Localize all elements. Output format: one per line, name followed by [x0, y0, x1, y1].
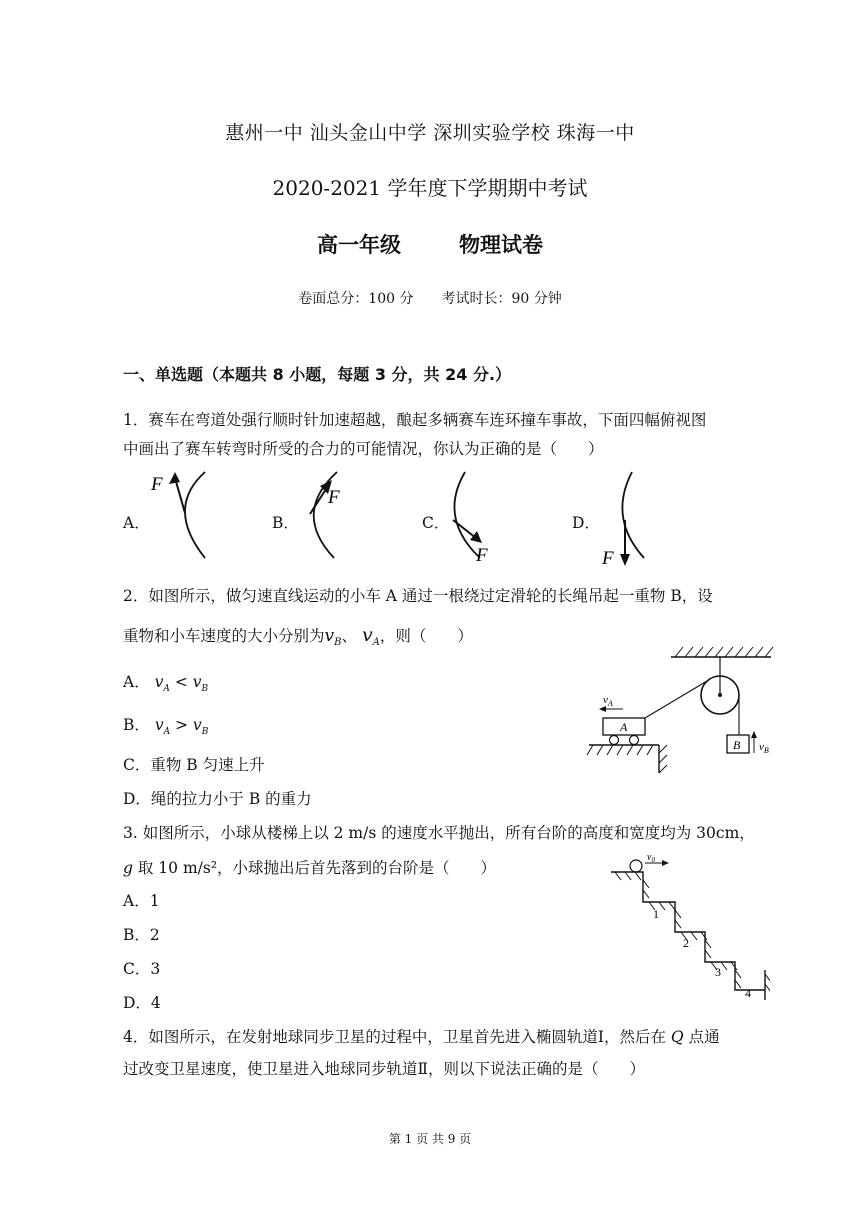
exam-duration: 考试时长：90 分钟 [441, 291, 562, 307]
q2-option-b-rel: > v [170, 716, 202, 734]
q3-line1: 3. 如图所示，小球从楼梯上以 2 m/s 的速度水平抛出，所有台阶的高度和宽度均为 30cm， [123, 824, 755, 842]
exam-year-line: 2020-2021 学年度下学期期中考试 [272, 176, 588, 200]
q2-weight-label: B [733, 738, 741, 752]
q2-option-b-sub1: A [163, 727, 171, 738]
q2-line2-prefix: 重物和小车速度的大小分别为 [123, 627, 325, 645]
q2-option-a-sub2: B [201, 684, 209, 695]
q2-option-a-rel: < v [169, 673, 202, 691]
section-title: 一、单选题（本题共 8 小题，每题 3 分，共 24 分.） [123, 365, 512, 384]
q2-line2 [123, 624, 473, 648]
q1-figure-a [145, 468, 225, 563]
q3-step-2: 2 [683, 936, 689, 950]
q1a-force-label: F [151, 474, 163, 495]
q1-option-a-label: A． [123, 514, 150, 532]
q3-line2 [123, 856, 496, 878]
school-names: 惠州一中 汕头金山中学 深圳实验学校 珠海一中 [225, 122, 635, 144]
q2-option-d: D．绳的拉力小于 B 的重力 [123, 790, 312, 808]
q2-line1: 2．如图所示，做匀速直线运动的小车 A 通过一根绕过定滑轮的长绳吊起一重物 B，设 [123, 587, 713, 605]
q2-option-b [123, 713, 208, 737]
q3-line2-text: 取 10 m/s²，小球抛出后首先落到的台阶是（ ） [132, 859, 497, 877]
q2-option-b-var: v [154, 716, 164, 734]
exam-title [0, 229, 860, 259]
q2-fig-vb: $v_B$ [759, 741, 769, 755]
total-score: 卷面总分：100 分 [298, 291, 414, 307]
q2-var-vb-sub: B [334, 637, 342, 649]
q3-option-c: C．3 [123, 960, 161, 978]
q4-line1-suffix: 点通 [683, 1028, 720, 1046]
q3-g-symbol: g [123, 859, 133, 877]
subject-label: 物理试卷 [459, 233, 543, 257]
q1-option-d-label: D． [572, 514, 600, 532]
q3-staircase-figure [605, 852, 770, 1002]
q3-option-a: A．1 [123, 892, 160, 910]
q2-option-b-label: B． [123, 716, 150, 734]
q4-line2: 过改变卫星速度，使卫星进入地球同步轨道Ⅱ，则以下说法正确的是（ ） [123, 1060, 646, 1078]
q1b-force-label: F [328, 487, 340, 508]
q2-option-a-sub1: A [163, 684, 170, 695]
q2-var-va: v [361, 624, 373, 646]
q1-line1: 1．赛车在弯道处强行顺时针加速超越，酿起多辆赛车连环撞车事故，下面四幅俯视图 [123, 411, 707, 429]
q4-line1-prefix: 4．如图所示，在发射地球同步卫星的过程中，卫星首先进入椭圆轨道Ⅰ，然后在 [123, 1028, 671, 1046]
q3-step-3: 3 [715, 965, 721, 979]
q3-step-4: 4 [745, 986, 751, 1000]
q1-figure-b [292, 468, 372, 563]
q3-option-b: B．2 [123, 926, 160, 944]
q1c-force-label: F [476, 545, 488, 566]
q2-line2-suffix: ，则（ ） [379, 627, 473, 645]
grade-label: 高一年级 [317, 233, 401, 257]
q3-step-1: 1 [653, 907, 659, 921]
q1-option-b-label: B． [272, 514, 299, 532]
q2-var-va-sub: A [372, 637, 380, 649]
q2-var-vb: v [324, 626, 335, 646]
q1-option-c-label: C． [422, 514, 450, 532]
q2-separator: 、 [341, 627, 357, 645]
q4-line1 [123, 1025, 720, 1047]
q3-v0-label: $v_0$ [647, 852, 655, 864]
q2-cart-label: A [620, 720, 628, 734]
q2-fig-va: $v_A$ [603, 694, 613, 708]
q1-figure-d [598, 468, 668, 568]
q2-option-b-sub2: B [201, 727, 209, 738]
q4-point-q: Q [670, 1028, 684, 1046]
q1d-force-label: F [602, 548, 614, 568]
page-number: 第 1 页 共 9 页 [388, 1132, 472, 1146]
q2-option-a-label: A． [123, 673, 150, 691]
q2-option-a-var: v [154, 673, 164, 691]
q1-line2: 中画出了赛车转弯时所受的合力的可能情况，你认为正确的是（ ） [123, 440, 604, 458]
q3-option-d: D．4 [123, 994, 161, 1012]
q2-option-a [123, 670, 208, 694]
q1-figure-c [440, 468, 520, 568]
q2-option-c: C．重物 B 匀速上升 [123, 756, 265, 774]
q2-pulley-figure [585, 643, 775, 775]
exam-meta [0, 288, 860, 308]
